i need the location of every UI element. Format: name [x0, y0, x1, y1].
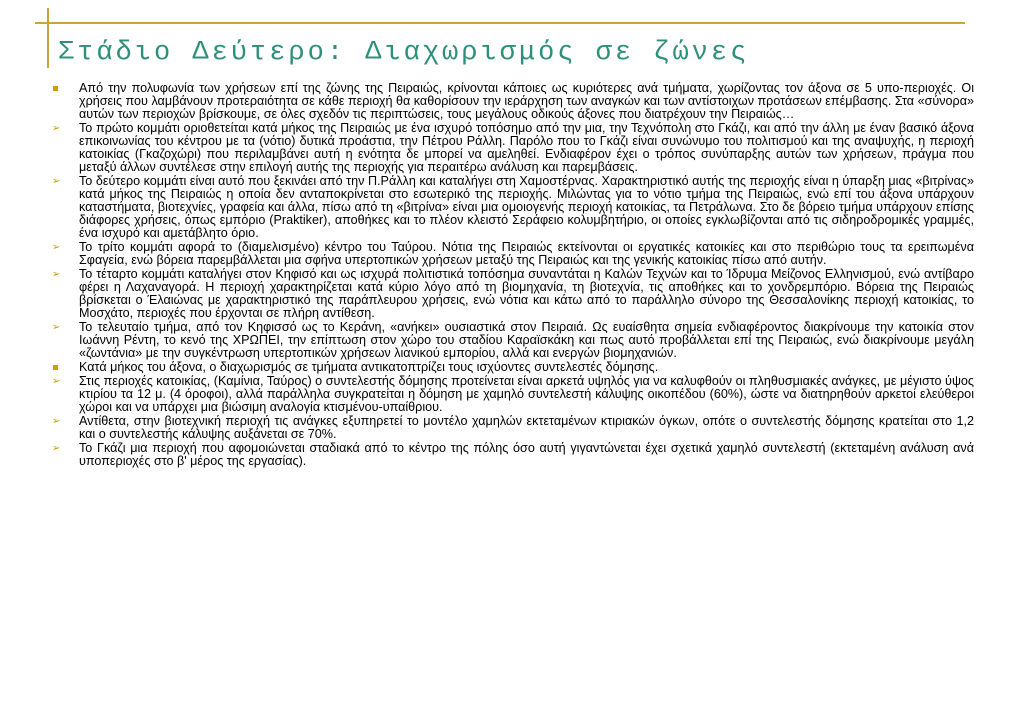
- arrow-bullet-icon: ➢: [52, 269, 61, 280]
- arrow-bullet-icon: ➢: [52, 416, 61, 427]
- arrow-bullet-icon: ➢: [52, 443, 61, 454]
- list-item: [52, 268, 974, 320]
- list-item: [52, 361, 974, 374]
- arrow-bullet-icon: ➢: [52, 176, 61, 187]
- item-text: Το τελευταίο τμήμα, από τον Κηφισσό ως το Κεράνη, «ανήκει» ουσιαστικά στον Πειραιά. Ως ευαίσθητα σημεία ενδιαφέροντος διακρίνουμε την κατοικία στον Ιωάννη Ρέντη, το κενό της ΧΡΩΠΕΙ, την επίπτωση στον χώρο του σταδίου Καραϊσκάκη και πως αυτό προβάλλεται επί της Πειραιώς, ενώ διακρίνουμε μεγάλη «ζωντάνια» με την συγκέντρωση υπερτοπικών χρήσεων λιανικού εμπορίου, αλλά και ενεργών βιομηχανιών.: [79, 320, 974, 360]
- arrow-bullet-icon: ➢: [52, 376, 61, 387]
- item-text: Αντίθετα, στην βιοτεχνική περιοχή τις ανάγκες εξυπηρετεί το μοντέλο χαμηλών εκτεταμένων κτιριακών όγκων, οπότε ο συντελεστής δόμησης κρατείται στο 1,2 και ο συντελεστής κάλυψης αυξάνεται σε 70%.: [79, 414, 974, 441]
- list-item: [52, 442, 974, 468]
- list-item: [52, 241, 974, 267]
- item-text: Το τέταρτο κομμάτι καταλήγει στον Κηφισό και ως ισχυρά πολιτιστικά τοπόσημα συναντάται η Καλών Τεχνών και το Ίδρυμα Μείζονος Ελληνισμού, ενώ αντίβαρο φέρει η Λαχαναγορά. Η περιοχή χαρακτηρίζεται κατά κύριο λόγο από τη βιομηχανία, τη βιοτεχνία, τις αποθήκες και το χονδρεμπόριο. Βόρεια της Πειραιώς βρίσκεται ο Έλαιώνας με χαρακτηριστικό της παράπλευρου χρήσεις, ενώ νότια και κάτω από το παράλληλο σύνορο της Θεσσαλονίκης περιοχή κατοικίας, το Μοσχάτο, περιοχές που έρχονται σε πλήρη αντίθεση.: [79, 267, 974, 320]
- list-item: [52, 175, 974, 240]
- item-text: Στις περιοχές κατοικίας, (Καμίνια, Ταύρος) ο συντελεστής δόμησης προτείνεται είναι αρκετά υψηλός για να καλυφθούν οι πληθυσμιακές ανάγκες, με μέγιστο ύψος κτιρίου τα 12 μ. (4 όροφοι), αλλά παράλληλα συγκρατείται η δόμηση με χαμηλό συντελεστή κάλυψης οικοπέδου (60%), ώστε να διατηρηθούν αρκετοί ελεύθεροι χώροι και να υπάρχει μια βιώσιμη αναλογία κτισμένου-υπαίθριου.: [79, 374, 974, 414]
- slide-title: Στάδιο Δεύτερο: Διαχωρισμός σε ζώνες: [58, 38, 750, 68]
- item-text: Από την πολυφωνία των χρήσεων επί της ζώνης της Πειραιώς, κρίνονται κάποιες ως κυριότερες ανά τμήματα, χωρίζοντας τον άξονα σε 5 υπο-περιοχές. Οι χρήσεις που λαμβάνουν προτεραιότητα σε κάθε περιοχή θα καθορίσουν την ιεράρχηση των αναγκών και των αντίστοιχων προτάσεων επέμβασης. Στα «σύνορα» αυτών των περιοχών βρίσκουμε, σε όλες σχεδόν τις περιπτώσεις, τους μεγάλους οδικούς άξονες που διατρέχουν την Πειραιώς…: [79, 81, 974, 121]
- bullet-list: [52, 82, 974, 469]
- list-item: [52, 321, 974, 360]
- list-item: [52, 415, 974, 441]
- list-item: [52, 82, 974, 121]
- title-left-rule: [47, 8, 49, 68]
- arrow-bullet-icon: ➢: [52, 242, 61, 253]
- title-underline-rule: [35, 22, 965, 24]
- item-text: Το τρίτο κομμάτι αφορά το (διαμελισμένο) κέντρο του Ταύρου. Νότια της Πειραιώς εκτείνονται οι εργατικές κατοικίες και στο περιθώριο τους τα ερειπωμένα Σφαγεία, ενώ βόρεια παρεμβάλλεται μια σφήνα υπερτοπικών χρήσεων μεταξύ της Πειραιώς και της γενικής κατοικίας πίσω από αυτήν.: [79, 240, 974, 267]
- item-text: Κατά μήκος του άξονα, ο διαχωρισμός σε τμήματα αντικατοπτρίζει τους ισχύοντες συντελεστές δόμησης.: [79, 360, 659, 374]
- item-text: Το πρώτο κομμάτι οριοθετείται κατά μήκος της Πειραιώς με ένα ισχυρό τοπόσημο από την μια, την Τεχνόπολη στο Γκάζι, και από την άλλη με έναν βασικό άξονα επικοινωνίας του κέντρου με τα (νότιο) δυτικά προάστια, την Πέτρου Ράλλη. Παρόλο που το Γκάζι είναι συνώνυμο του πολιτισμού και της αναψυχής, η περιοχή κατοικίας (Γκαζοχώρι) που περιλαμβάνει αυτή η ενότητα δε μπορεί να αμεληθεί. Ενδιαφέρον έχει ο τρόπος συνύπαρξης αυτών των χρήσεων, πράγμα που μεταξύ άλλων συντέλεσε στην επιλογή αυτής της περιοχής για περαιτέρω ανάλυση και παρεμβάσεις.: [79, 121, 974, 174]
- list-item: [52, 122, 974, 174]
- arrow-bullet-icon: ➢: [52, 322, 61, 333]
- square-bullet-icon: [52, 361, 66, 374]
- item-text: Το Γκάζι μια περιοχή που αφομοιώνεται σταδιακά από το κέντρο της πόλης όσο αυτή γιγαντώνεται έχει σχετικά χαμηλό συντελεστή (εκτεταμένη ανάλυση ανά υποπεριοχές στο β' μέρος της εργασίας).: [79, 441, 974, 468]
- item-text: Το δεύτερο κομμάτι είναι αυτό που ξεκινάει από την Π.Ράλλη και καταλήγει στη Χαμοστέρνας. Χαρακτηριστικό αυτής της περιοχής είναι η ύπαρξη μιας «βιτρίνας» κατά μήκος της Πειραιώς η οποία δεν ανταποκρίνεται στο εσωτερικό της περιοχής. Μιλώντας για το νότιο τμήμα της Πειραιώς, ενώ επί του άξονα υπάρχουν καταστήματα, βιοτεχνίες, γραφεία και άλλα, πίσω από τη «βιτρίνα» είναι μια ομοιογενής περιοχή κατοικίας, τα Πετράλωνα. Στο δε βόρειο τμήμα υπάρχουν επίσης διάφορες χρήσεις, όπως εμπόριο (Praktiker), αποθήκες και το πλέον κλειστό Σεράφειο κολυμβητήριο, οι οποίες εγκλωβίζονται από τις σιδηροδρομικές γραμμές, ένα ισχυρό και αμετάβλητο όριο.: [79, 174, 974, 240]
- list-item: [52, 375, 974, 414]
- arrow-bullet-icon: ➢: [52, 123, 61, 134]
- square-bullet-icon: [52, 82, 66, 95]
